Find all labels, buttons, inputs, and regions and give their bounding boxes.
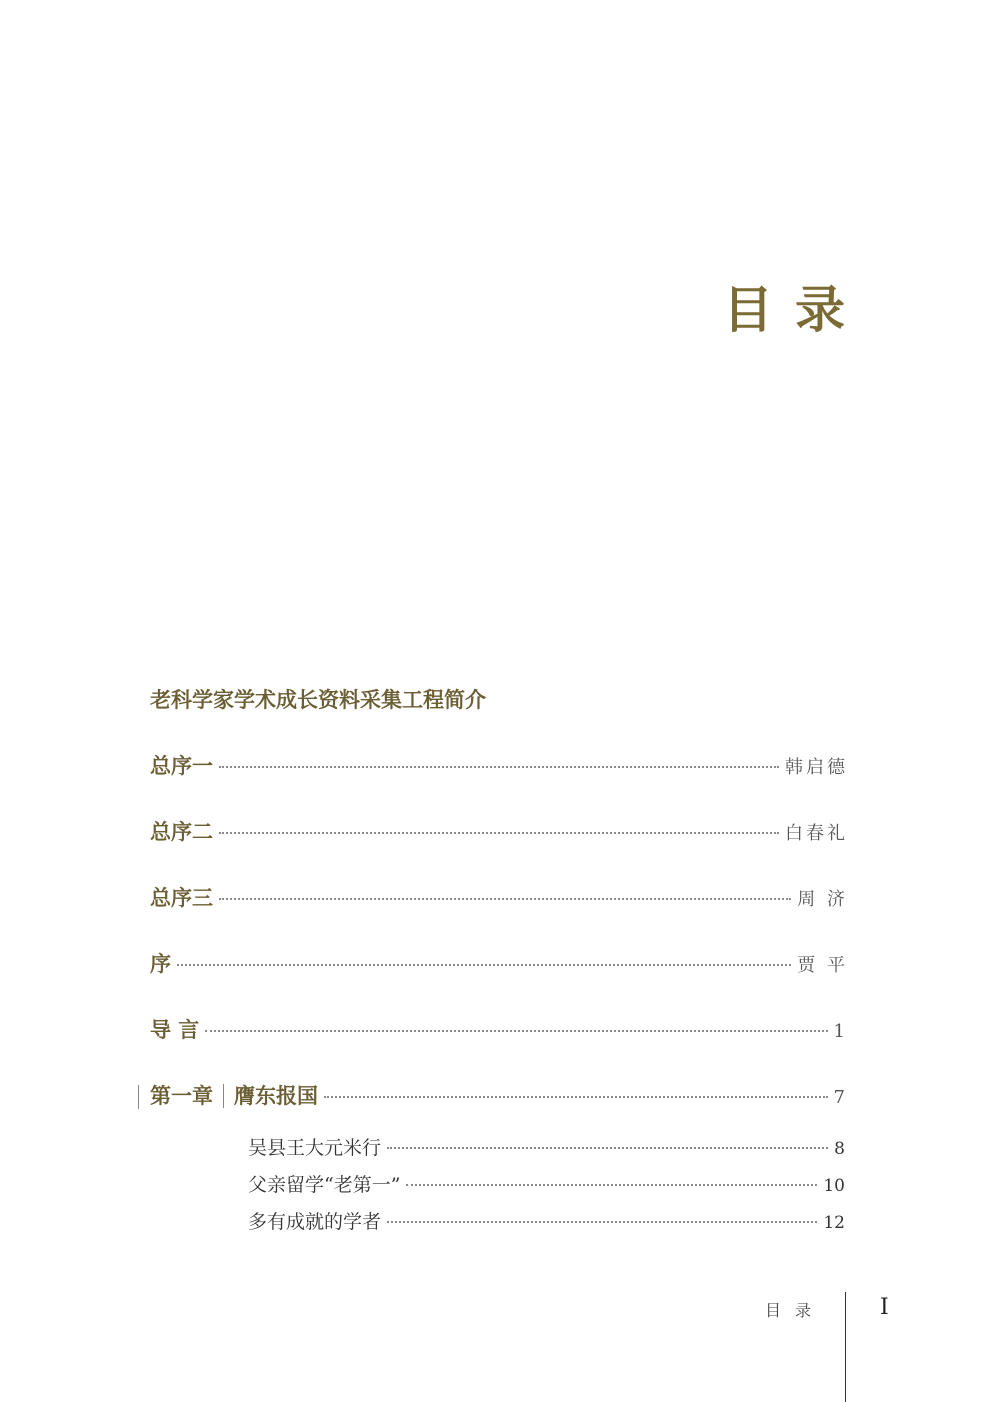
- toc-entry-page: 1: [833, 1021, 845, 1042]
- toc-entry-preface-1[interactable]: [150, 746, 848, 786]
- toc-chapter-1[interactable]: [150, 1076, 845, 1116]
- dot-leader: [324, 1096, 828, 1098]
- toc-section[interactable]: [248, 1130, 845, 1166]
- section-title: 父亲留学“老第一”: [248, 1174, 401, 1196]
- toc-entry-author: 周 济: [797, 889, 848, 910]
- section-title: 多有成就的学者: [248, 1211, 382, 1233]
- chapter-1-sections: [150, 1130, 845, 1240]
- chapter-number: 第一章: [150, 1083, 213, 1108]
- chapter-page: 7: [833, 1087, 845, 1108]
- toc-entry-label: 总序三: [150, 885, 213, 910]
- footer-divider: [845, 1292, 846, 1402]
- dot-leader: [177, 964, 791, 966]
- toc-section[interactable]: [248, 1167, 845, 1203]
- toc-entry-label: 序: [150, 951, 171, 976]
- page-title: 目录: [723, 281, 867, 339]
- toc-entry-preface-3[interactable]: [150, 878, 848, 918]
- dot-leader: [387, 1221, 817, 1223]
- dot-leader: [219, 766, 779, 768]
- section-page: 12: [823, 1213, 845, 1233]
- toc-entry-author: 贾 平: [797, 955, 848, 976]
- dot-leader: [219, 898, 791, 900]
- chapter-divider: [138, 1085, 139, 1109]
- toc-entry-author: 韩启德: [785, 757, 848, 778]
- page-number: I: [880, 1295, 889, 1320]
- dot-leader: [219, 832, 779, 834]
- toc-entry-foreword[interactable]: [150, 944, 848, 984]
- toc-section[interactable]: [248, 1204, 845, 1240]
- section-page: 8: [834, 1139, 845, 1159]
- section-title: 吴县王大元米行: [248, 1137, 382, 1159]
- chapter-title: 膺东报国: [234, 1083, 318, 1108]
- dot-leader: [406, 1184, 817, 1186]
- toc-entry-label: 总序一: [150, 753, 213, 778]
- toc-entry-label: 总序二: [150, 819, 213, 844]
- toc-entry-introduction[interactable]: [150, 1010, 845, 1050]
- toc-entry-label: 导 言: [150, 1017, 200, 1042]
- running-footer-section: 目录: [765, 1301, 826, 1320]
- dot-leader: [205, 1030, 827, 1032]
- section-page: 10: [823, 1176, 845, 1196]
- chapter-divider: [223, 1084, 224, 1108]
- toc-intro-heading[interactable]: 老科学家学术成长资料采集工程简介: [150, 687, 486, 712]
- dot-leader: [387, 1147, 828, 1149]
- toc-entry-preface-2[interactable]: [150, 812, 848, 852]
- table-of-contents: [150, 680, 848, 1241]
- toc-entry-author: 白春礼: [785, 823, 848, 844]
